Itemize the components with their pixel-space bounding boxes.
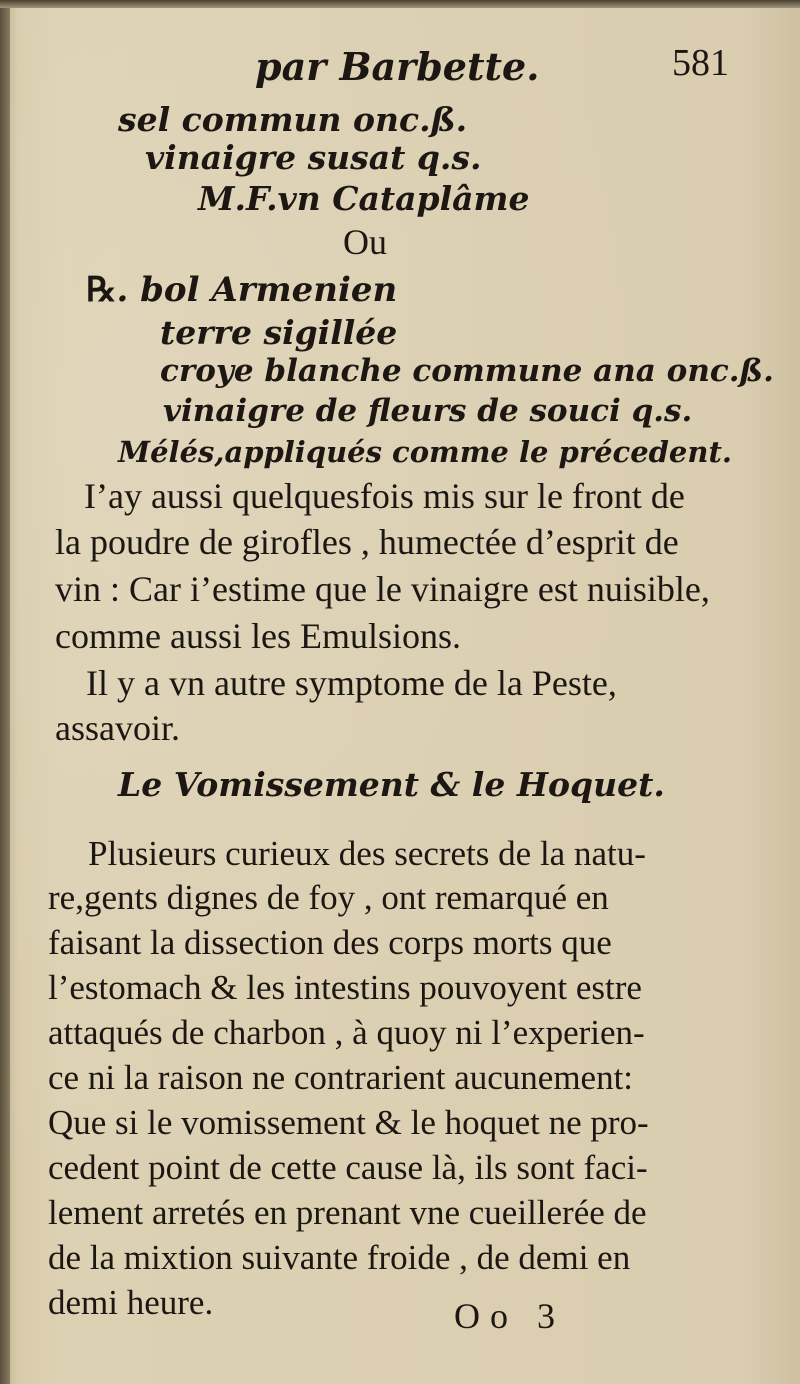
paragraph3-line: faisant la dissection des corps morts que bbox=[48, 923, 612, 962]
paragraph3-line: Plusieurs curieux des secrets de la natu- bbox=[88, 834, 646, 873]
recipe1-line2: vinaigre susat q.s. bbox=[145, 138, 482, 177]
page-edge-top bbox=[0, 0, 800, 8]
paragraph2-line: assavoir. bbox=[55, 708, 180, 748]
paragraph3-line: l’estomach & les intestins pouvoyent estre bbox=[48, 968, 642, 1007]
or-label: Ou bbox=[343, 222, 387, 262]
paragraph3-line: Que si le vomissement & le hoquet ne pro- bbox=[48, 1103, 649, 1142]
paragraph3-line: demi heure. bbox=[48, 1283, 214, 1322]
page-number: 581 bbox=[672, 42, 729, 84]
paragraph3-line: de la mixtion suivante froide , de demi en bbox=[48, 1238, 631, 1277]
paragraph1-line: I’ay aussi quelquesfois mis sur le front de bbox=[84, 476, 685, 516]
paragraph1-line: la poudre de girofles , humectée d’esprit de bbox=[55, 522, 679, 562]
paragraph1-line: vin : Car i’estime que le vinaigre est nuisible, bbox=[55, 569, 710, 609]
recipe1-line1: sel commun onc.ß. bbox=[118, 100, 468, 139]
paragraph3-line: ce ni la raison ne contrarient aucunement: bbox=[48, 1058, 634, 1097]
recipe2-line5: Mélés,appliqués comme le précedent. bbox=[118, 435, 732, 469]
paragraph2-line: Il y a vn autre symptome de la Peste, bbox=[86, 663, 617, 703]
running-title: par Barbette. bbox=[255, 44, 540, 89]
recipe2-line1: ℞. bol Armenien bbox=[86, 270, 398, 310]
page-edge-left bbox=[0, 0, 10, 1384]
recipe-symbol-icon: ℞ bbox=[86, 270, 117, 310]
signature-mark: Oo 3 bbox=[454, 1296, 565, 1336]
section-heading: Le Vomissement & le Hoquet. bbox=[118, 765, 665, 804]
recipe1-line3: M.F.vn Cataplâme bbox=[198, 179, 530, 218]
paragraph3-line: attaqués de charbon , à quoy ni l’experien- bbox=[48, 1013, 645, 1052]
recipe2-line2: terre sigillée bbox=[160, 313, 398, 352]
recipe2-line4: vinaigre de fleurs de souci q.s. bbox=[163, 393, 693, 429]
paragraph1-line: comme aussi les Emulsions. bbox=[55, 616, 461, 656]
paragraph3-line: cedent point de cette cause là, ils sont faci- bbox=[48, 1148, 648, 1187]
paragraph3-line: lement arretés en prenant vne cueillerée de bbox=[48, 1193, 647, 1232]
recipe2-line3: croye blanche commune ana onc.ß. bbox=[160, 353, 774, 389]
paragraph3-line: re,gents dignes de foy , ont remarqué en bbox=[48, 878, 609, 917]
